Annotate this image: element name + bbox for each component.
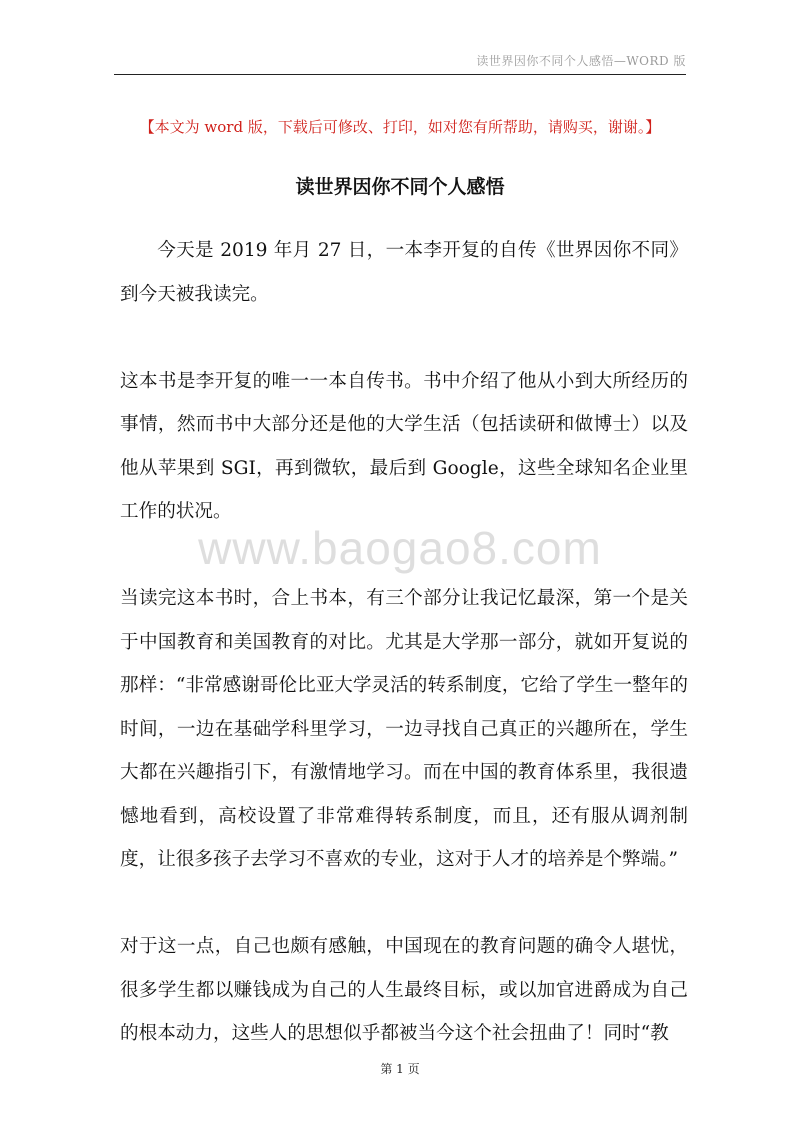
running-header: 读世界因你不同个人感悟—WORD 版 (476, 54, 686, 68)
paragraph: 这本书是李开复的唯一一本自传书。书中介绍了他从小到大所经历的事情，然而书中大部分还是他的大学生活（包括读研和做博士）以及他从苹果到 SGI，再到微软，最后到 Google，这些全球知名企业里工作的状况。 (120, 370, 688, 522)
purchase-notice: 【本文为 word 版，下载后可修改、打印，如对您有所帮助，请购买，谢谢。】 (139, 118, 661, 136)
paragraph: 对于这一点，自己也颇有感触，中国现在的教育问题的确令人堪忧，很多学生都以赚钱成为自己的人生最终目标，或以加官进爵成为自己的根本动力，这些人的思想似乎都被当今这个社会扭曲了！同时“教 (120, 936, 688, 1044)
document-title: 读世界因你不同个人感悟 (295, 176, 505, 198)
watermark: www.baogao8.com (198, 522, 602, 574)
paragraph: 当读完这本书时，合上书本，有三个部分让我记忆最深，第一个是关于中国教育和美国教育的对比。尤其是大学那一部分，就如开复说的那样：“非常感谢哥伦比亚大学灵活的转系制度，它给了学生一整年的时间，一边在基础学科里学习，一边寻找自己真正的兴趣所在，学生大都在兴趣指引下，有激情地学习。而在中国的教育体系里，我很遗憾地看到，高校设置了非常难得转系制度，而且，还有服从调剂制度，让很多孩子去学习不喜欢的专业，这对于人才的培养是个弊端。” (120, 588, 688, 870)
page-number: 第 1 页 (380, 1062, 420, 1076)
paragraph: 今天是 2019 年月 27 日，一本李开复的自传《世界因你不同》到今天被我读完。 (120, 240, 688, 305)
document-body (120, 229, 688, 1099)
header-divider (114, 74, 686, 75)
